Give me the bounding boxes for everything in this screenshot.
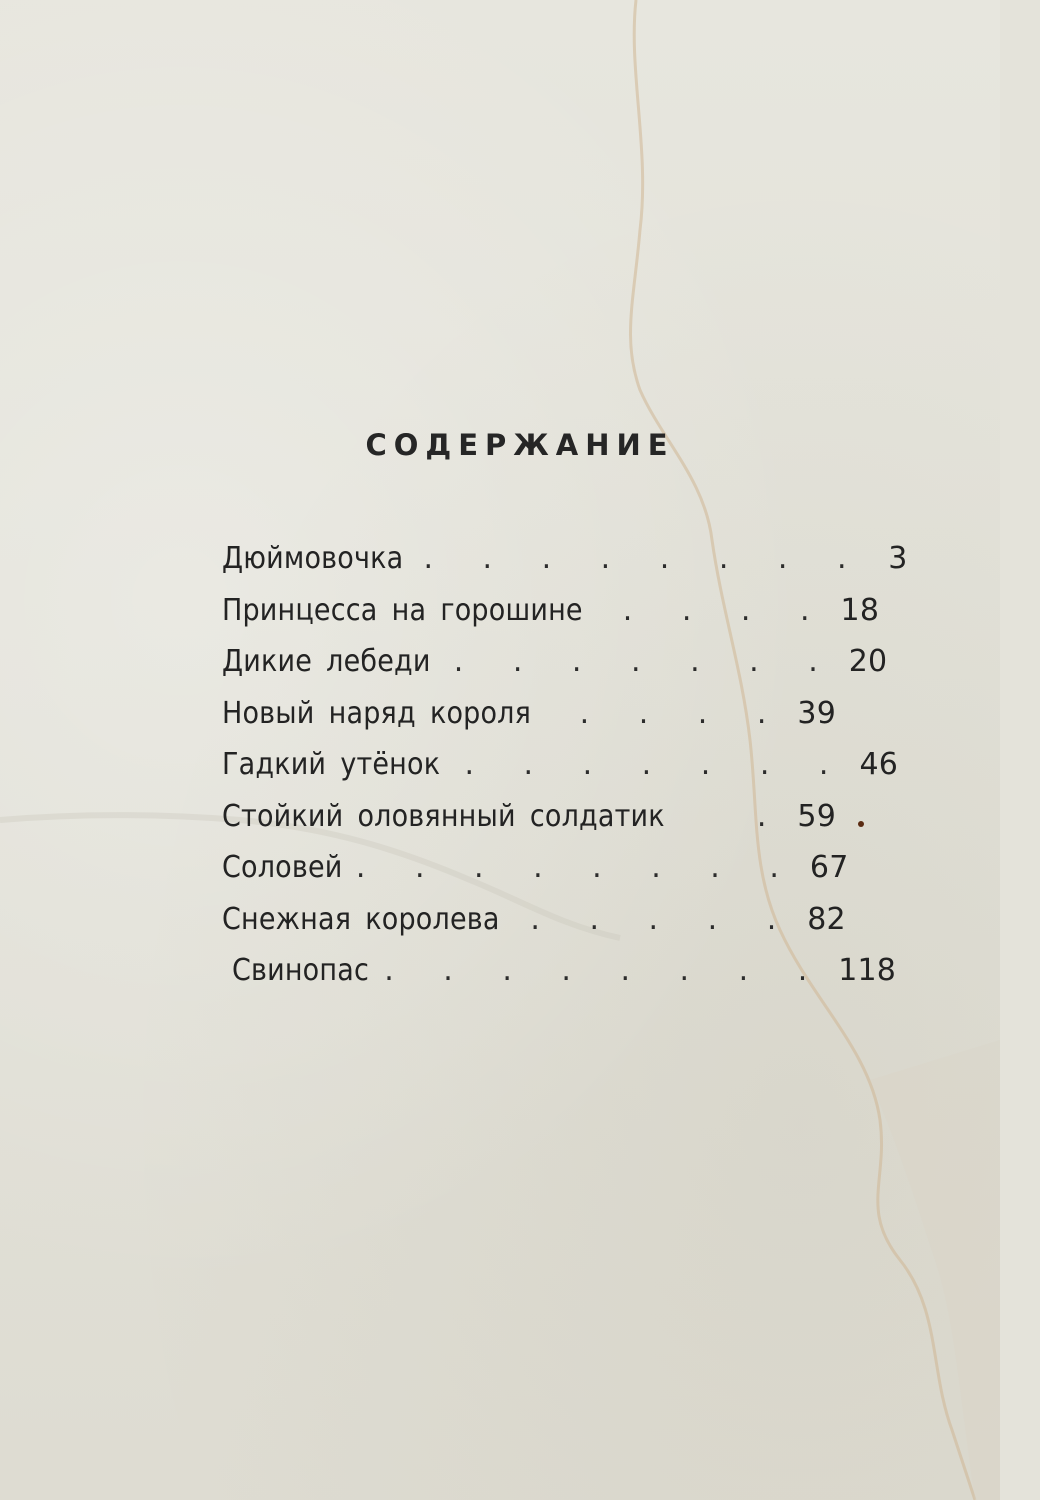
toc-entry-title: Гадкий утёнок — [222, 747, 441, 782]
toc-entry — [222, 901, 846, 954]
toc-entry-page: 20 — [848, 644, 888, 679]
toc-entry-title: Дикие лебеди — [222, 644, 431, 679]
toc-entry — [222, 592, 880, 645]
table-of-contents — [222, 541, 908, 1005]
dot-leader: . . . . — [579, 695, 784, 731]
toc-entry-page: 18 — [840, 592, 880, 628]
toc-entry — [222, 644, 888, 696]
toc-entry-title: Новый наряд короля — [222, 695, 532, 731]
toc-entry-title: Снежная королева — [222, 901, 500, 937]
toc-entry-title: Стойкий оловянный солдатик — [222, 798, 665, 834]
page-title: СОДЕРЖАНИЕ — [365, 428, 675, 462]
toc-entry — [222, 747, 899, 799]
toc-entry-page: 82 — [807, 901, 846, 937]
toc-entry-title: Принцесса на горошине — [222, 592, 583, 628]
toc-entry-page: 39 — [797, 695, 836, 731]
dot-leader: . . . . — [622, 592, 827, 628]
ink-speck — [858, 821, 864, 827]
toc-entry-page: 67 — [809, 850, 849, 885]
dot-leader: . . . . . . . . — [355, 850, 796, 885]
dot-leader: . — [756, 798, 784, 834]
toc-entry-title: Соловей — [222, 850, 343, 885]
toc-entry — [222, 541, 908, 593]
toc-entry-title: Дюймовочка — [222, 541, 404, 576]
toc-entry — [222, 696, 836, 748]
toc-entry — [222, 799, 836, 851]
toc-entry-page: 46 — [859, 747, 899, 782]
toc-entry-title: Свинопас — [232, 953, 369, 988]
dot-leader: . . . . . . . . — [384, 953, 825, 988]
dot-leader: . . . . . . . — [464, 747, 846, 782]
toc-entry-page: 118 — [838, 953, 897, 988]
dot-leader: . . . . . . . . — [423, 541, 864, 576]
dot-leader: . . . . . — [530, 901, 794, 937]
toc-entry-page: 59 — [797, 798, 836, 834]
toc-entry — [222, 850, 849, 902]
toc-entry — [222, 953, 897, 1005]
toc-entry-page: 3 — [888, 541, 908, 576]
dot-leader: . . . . . . . — [453, 644, 835, 679]
